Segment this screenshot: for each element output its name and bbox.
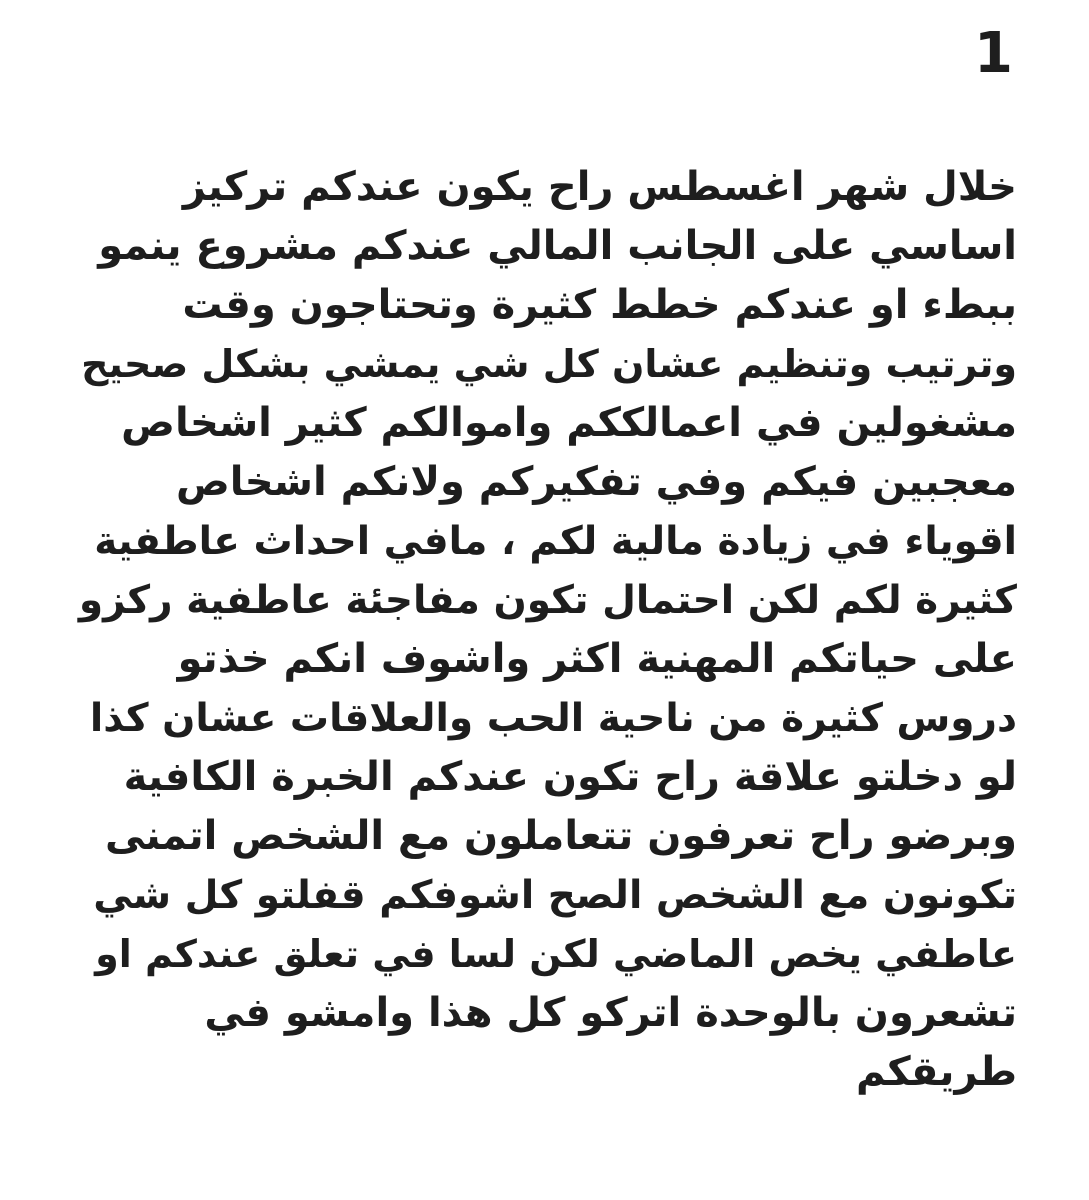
text-line: خلال شهر اغسطس راح يكون عندكم تركيز	[182, 164, 1017, 210]
text-line: كثيرة لكم لكن احتمال تكون مفاجئة عاطفية ركزو	[78, 578, 1017, 623]
text-line: طريقكم	[856, 1049, 1017, 1095]
text-line: لو دخلتو علاقة راح تكون عندكم الخبرة الكافية	[123, 754, 1017, 800]
text-line: اقوياء في زيادة مالية لكم ، مافي احداث عاطفية	[94, 519, 1017, 564]
text-line: ببطء او عندكم خطط كثيرة وتحتاجون وقت	[182, 282, 1017, 328]
text-line: وبرضو راح تعرفون تتعاملون مع الشخص اتمنى	[104, 813, 1017, 859]
text-line: معجبين فيكم وفي تفكيركم ولانكم اشخاص	[175, 459, 1017, 505]
text-line: تكونون مع الشخص الصح اشوفكم قفلتو كل شي	[93, 873, 1017, 918]
text-line: مشغولين في اعمالككم واموالكم كثير اشخاص	[121, 400, 1017, 446]
note-body-text	[72, 158, 1017, 1102]
text-line: دروس كثيرة من ناحية الحب والعلاقات عشان كذا	[89, 696, 1017, 741]
text-line: عاطفي يخص الماضي لكن لسا في تعلق عندكم او	[95, 932, 1017, 976]
text-line: تشعرون بالوحدة اتركو كل هذا وامشو في	[204, 990, 1017, 1036]
text-line: اساسي على الجانب المالي عندكم مشروع ينمو	[98, 223, 1017, 269]
page-number: 1	[974, 21, 1013, 86]
text-line: وترتيب وتنظيم عشان كل شي يمشي بشكل صحيح	[81, 342, 1017, 386]
text-line: على حياتكم المهنية اكثر واشوف انكم خذتو	[177, 636, 1017, 682]
